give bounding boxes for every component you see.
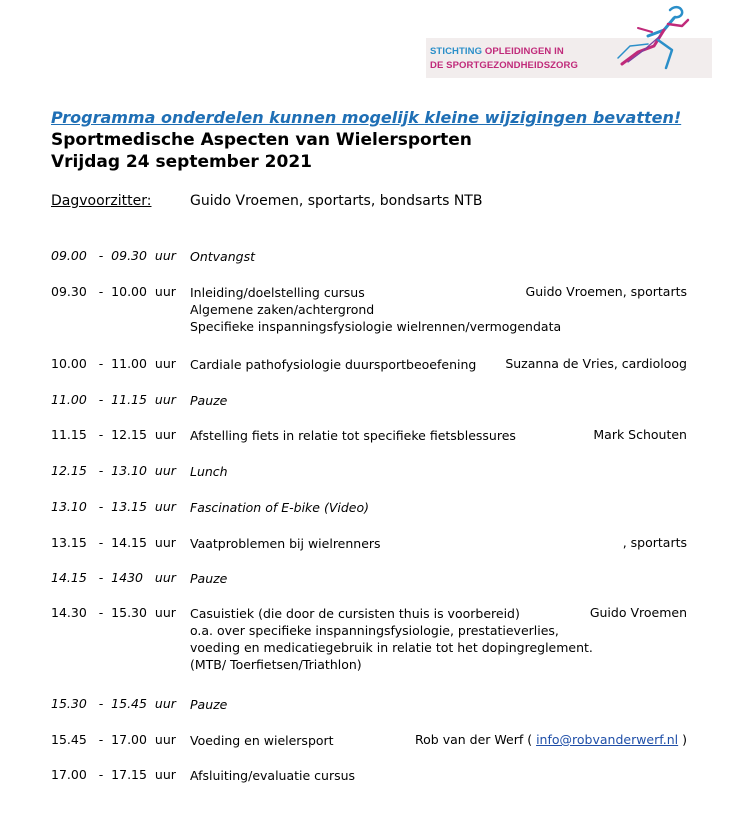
- course-date: Vrijdag 24 september 2021: [51, 152, 313, 172]
- session-time: 09.30 - 10.00 uur: [51, 284, 176, 299]
- session-speaker: Mark Schouten: [593, 427, 687, 442]
- session-title: Cardiale pathofysiologie duursportbeoefening: [190, 357, 477, 372]
- session-title: Pauze: [190, 571, 228, 586]
- session-title: Lunch: [190, 464, 228, 479]
- session-title: Afsluiting/evaluatie cursus: [190, 768, 356, 783]
- session-speaker: , sportarts: [622, 535, 687, 550]
- session-time: 12.15 - 13.10 uur: [51, 463, 176, 478]
- session-title: Vaatproblemen bij wielrenners: [190, 536, 381, 551]
- session-time: 14.30 - 15.30 uur: [51, 605, 176, 620]
- session-title: Pauze: [190, 697, 228, 712]
- logo-line-1: [430, 46, 564, 57]
- session-time: 13.15 - 14.15 uur: [51, 535, 176, 550]
- session-speaker: Guido Vroemen, sportarts: [525, 284, 687, 299]
- session-speaker: [415, 732, 687, 747]
- session-title: Voeding en wielersport: [190, 733, 334, 748]
- session-time: 14.15 - 1430 uur: [51, 570, 176, 585]
- runner-logo-icon: [608, 2, 696, 74]
- session-time: 13.10 - 13.15 uur: [51, 499, 176, 514]
- speaker-name: Rob van der Werf (: [415, 732, 537, 747]
- session-title: Afstelling fiets in relatie tot specifieke fietsblessures: [190, 428, 516, 443]
- session-time: 17.00 - 17.15 uur: [51, 767, 176, 782]
- logo-line-2: DE SPORTGEZONDHEIDSZORG: [430, 60, 578, 71]
- logo-word-opleidingen: OPLEIDINGEN IN: [484, 46, 564, 57]
- course-title: Sportmedische Aspecten van Wielersporten: [51, 130, 472, 150]
- chair-label: Dagvoorzitter:: [51, 193, 152, 209]
- session-time: 15.45 - 17.00 uur: [51, 732, 176, 747]
- session-time: 11.15 - 12.15 uur: [51, 427, 176, 442]
- session-title: Fascination of E-bike (Video): [190, 500, 369, 515]
- session-speaker: Suzanna de Vries, cardioloog: [505, 356, 687, 371]
- session-time: 10.00 - 11.00 uur: [51, 356, 176, 371]
- session-title: Ontvangst: [190, 249, 255, 264]
- session-time: 15.30 - 15.45 uur: [51, 696, 176, 711]
- chair-value: Guido Vroemen, sportarts, bondsarts NTB: [190, 193, 483, 209]
- session-time: 09.00 - 09.30 uur: [51, 248, 176, 263]
- logo-word-stichting: STICHTING: [430, 46, 485, 57]
- speaker-suffix: ): [678, 732, 687, 747]
- change-notice: Programma onderdelen kunnen mogelijk kleine wijzigingen bevatten!: [51, 108, 682, 127]
- session-title: Pauze: [190, 393, 228, 408]
- session-time: 11.00 - 11.15 uur: [51, 392, 176, 407]
- session-title: Inleiding/doelstelling cursus Algemene zaken/achtergrond Specifieke inspanningsfysiologie wielrennen/vermogendata: [190, 285, 562, 334]
- session-speaker: Guido Vroemen: [589, 605, 687, 620]
- session-title: Casuistiek (die door de cursisten thuis is voorbereid) o.a. over specifieke inspanningsfysiologie, prestatieverlies, voeding en medicatiegebruik in relatie tot het dopingreglement. (MTB/ Toerfietsen/Triathlon): [190, 606, 593, 672]
- email-link[interactable]: info@robvanderwerf.nl: [536, 732, 679, 747]
